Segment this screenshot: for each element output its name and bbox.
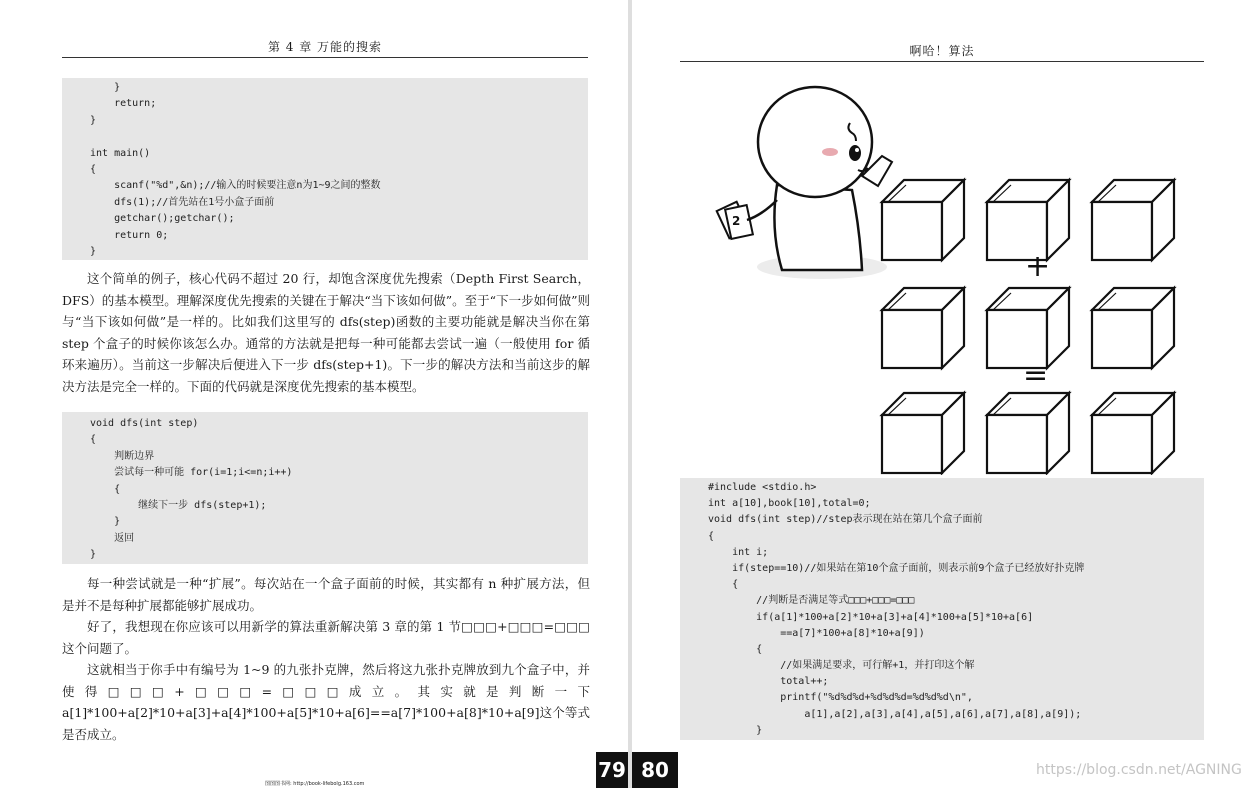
- code-line: }: [90, 245, 97, 257]
- code-line: return;: [90, 98, 157, 110]
- code-line: [90, 129, 588, 145]
- code-line: int main(): [90, 147, 151, 159]
- code-line: scanf("%d",&n);//输入的时候要注意n为1~9之间的整数: [90, 180, 381, 192]
- body-text: 每一种尝试就是一种“扩展”。每次站在一个盒子面前的时候，其实都有 n 种扩展方法，但是并不是每种扩展都能够扩展成功。: [62, 576, 590, 613]
- paragraph-expansion: [62, 573, 590, 745]
- code-line: return 0;: [90, 229, 169, 241]
- plus-sign: +: [1025, 249, 1051, 284]
- code-line: if(step==10)//如果站在第10个盒子面前，则表示前9个盒子已经放好扑克牌: [708, 562, 1085, 574]
- code-line: int a[10],book[10],total=0;: [708, 498, 871, 510]
- code-line: if(a[1]*100+a[2]*10+a[3]+a[4]*100+a[5]*10+a[6]: [708, 611, 1034, 623]
- watermark: https://blog.csdn.net/AGNING: [1036, 762, 1242, 778]
- box-row3-1: [882, 393, 964, 473]
- page-number-79: 79: [596, 752, 628, 788]
- code-line: dfs(1);//首先站在1号小盒子面前: [90, 196, 275, 208]
- code-line: printf("%d%d%d+%d%d%d=%d%d%d\n",: [708, 692, 973, 704]
- code-line: total++;: [708, 676, 829, 688]
- cartoon-boxes-illustration: [712, 80, 1212, 475]
- box-row1-2: [987, 180, 1069, 260]
- code-block-main: [62, 78, 588, 260]
- box-row3-3: [1092, 393, 1174, 473]
- left-page-header: 第 4 章 万能的搜索: [267, 40, 383, 54]
- code-line: void dfs(int step)//step表示现在站在第几个盒子面前: [708, 514, 983, 526]
- code-line: 返回: [90, 532, 135, 544]
- equals-sign: =: [1023, 358, 1049, 393]
- code-line: getchar();getchar();: [90, 213, 235, 225]
- card-number-label: 2: [732, 214, 741, 228]
- code-line: {: [708, 579, 739, 591]
- code-line: {: [90, 434, 97, 446]
- code-line: {: [90, 483, 121, 495]
- box-row2-2: [987, 288, 1069, 368]
- code-line: {: [708, 643, 763, 655]
- code-line: }: [90, 114, 97, 126]
- code-line: ==a[7]*100+a[8]*10+a[9]): [708, 627, 925, 639]
- code-line: int i;: [708, 546, 769, 558]
- body-text: 这就相当于你手中有编号为 1~9 的九张扑克牌，然后将这九张扑克牌放到九个盒子中，并使得□□□+□□□=□□□成立。其实就是判断一下 a[1]*100+a[2]*10+a[3]+a[4]*100+a[5]*10+a[6]==a[7]*100+a[8]*10+a[9]这个等式是否成立。: [62, 662, 590, 742]
- code-line: 继续下一步 dfs(step+1);: [90, 499, 267, 511]
- body-text: 这个简单的例子，核心代码不超过 20 行，却饱含深度优先搜索（Depth First Search，DFS）的基本模型。理解深度优先搜索的关键在于解决“当下该如何做”。至于“下一步如何做”则与“当下该如何做”是一样的。比如我们这里写的 dfs(step)函数的主要功能就是解决当你在第 step 个盒子的时候你该怎么办。通常的方法就是把每一种可能都去尝试一遍（一般使用 for 循环来遍历）。当前这一步解决后便进入下一步 dfs(step+1)。下一步的解决方法和当前这步的解决方法是完全一样的。下面的代码就是深度优先搜索的基本模型。: [62, 271, 590, 394]
- code-line: }: [90, 549, 97, 561]
- body-text: 好了，我想现在你应该可以用新学的算法重新解决第 3 章的第 1 节□□□+□□□=□□□这个问题了。: [62, 619, 590, 656]
- cartoon-character: [717, 87, 892, 279]
- right-page: [632, 0, 1252, 788]
- code-block-dfs-model: [62, 412, 588, 564]
- code-line: 尝试每一种可能 for(i=1;i<=n;i++): [90, 467, 293, 479]
- right-header-rule: [680, 61, 1204, 62]
- page-number-80: 80: [632, 752, 678, 788]
- code-line: {: [708, 530, 715, 542]
- code-line: void dfs(int step): [90, 418, 199, 429]
- box-row2-1: [882, 288, 964, 368]
- code-line: a[1],a[2],a[3],a[4],a[5],a[6],a[7],a[8],a[9]);: [708, 708, 1082, 720]
- box-row2-3: [1092, 288, 1174, 368]
- code-line: //判断是否满足等式□□□+□□□=□□□: [708, 595, 915, 607]
- paragraph-dfs-intro: [62, 268, 590, 397]
- code-line: {: [90, 163, 97, 175]
- left-header-rule: [62, 57, 588, 58]
- code-line: }: [708, 724, 763, 736]
- box-row1-3: [1092, 180, 1174, 260]
- code-line: }: [90, 82, 121, 93]
- code-line: //如果满足要求，可行解+1，并打印这个解: [708, 660, 975, 672]
- box-row1-1: [882, 180, 964, 260]
- code-block-full-program: [680, 478, 1204, 740]
- code-line: 判断边界: [90, 450, 155, 462]
- box-row3-2: [987, 393, 1069, 473]
- footer-source: 图图图书网: http://book-lifebolg.163.com: [265, 781, 365, 787]
- code-line: #include <stdio.h>: [708, 482, 817, 493]
- right-page-header: 啊哈！算法: [909, 44, 975, 58]
- code-line: }: [90, 516, 121, 528]
